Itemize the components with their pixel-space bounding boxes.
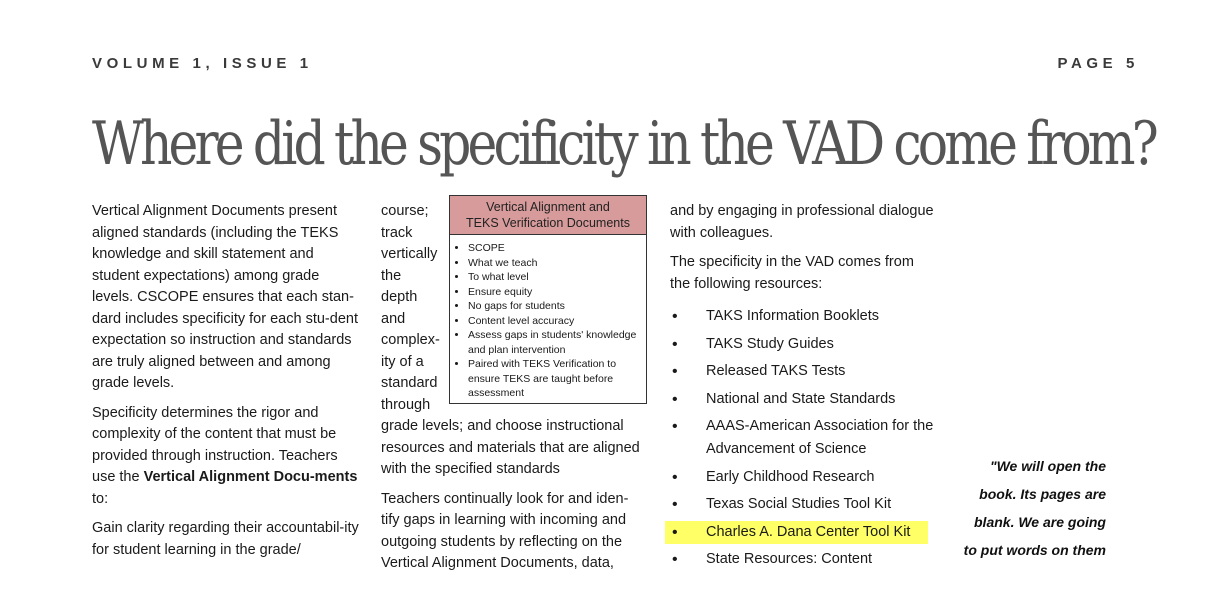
resource-label: State Resources: Content [706, 551, 873, 567]
resource-label: TAKS Study Guides [706, 335, 834, 352]
narrow-line: complex- [381, 332, 440, 348]
highlighted-resource-item [665, 521, 928, 544]
bullet-icon: • [672, 523, 678, 541]
resource-item [670, 548, 935, 571]
resource-label: Charles A. Dana Center Tool Kit [706, 523, 911, 540]
specificity-text: Specificity determines the rigor and complexity of the content that must be provided through instruction. Teachers use the [92, 404, 338, 485]
vad-summary-box [449, 195, 647, 404]
narrow-line: ity of a [381, 353, 424, 370]
box-list [450, 241, 646, 401]
narrow-line: track [381, 224, 413, 241]
resource-item [670, 388, 935, 411]
pull-quote: "We will open the book. Its pages are blank. We are going to put words on them [963, 458, 1106, 558]
intro-paragraph: Vertical Alignment Documents present aligned standards (including the TEKS knowledge and skill statement and student expectations) among grade levels. CSCOPE ensures that each stan-dard includes specificity for each stu-dent expectation so instruction and standards are truly aligned between and among grade levels. [92, 203, 358, 391]
box-title [450, 196, 646, 235]
bullet-icon: • [672, 390, 678, 408]
bullet-icon: • [672, 551, 678, 568]
narrow-line: depth [381, 289, 418, 305]
bullet-icon: • [672, 335, 678, 353]
page-number-header: PAGE 5 [1057, 55, 1139, 72]
resources-intro: The specificity in the VAD comes from the following resources: [670, 254, 914, 292]
clarity-paragraph: Gain clarity regarding their accountabil-ity for student learning in the grade/ [92, 520, 359, 558]
box-list-item: • What we teach [468, 256, 646, 271]
bullet-icon: • [672, 363, 678, 380]
narrow-line: vertically [381, 246, 438, 262]
resource-label: TAKS Information Booklets [706, 308, 880, 324]
resource-label: National and State Standards [706, 390, 896, 407]
column-1 [92, 201, 360, 569]
resource-item [670, 415, 935, 461]
narrow-line: and [381, 310, 406, 327]
bullet-icon: • [672, 468, 678, 486]
box-title-line: TEKS Verification Documents [466, 216, 630, 230]
resource-label: Early Childhood Research [706, 468, 875, 485]
specificity-paragraph [92, 403, 360, 511]
resource-item [670, 333, 935, 356]
specificity-text-end: to: [92, 490, 109, 507]
bullet-icon: • [672, 496, 678, 513]
dialogue-paragraph: and by engaging in professional dialogue with colleagues. [670, 203, 934, 241]
bullet-icon: • [672, 418, 678, 435]
resource-item [670, 466, 935, 489]
box-list-item: • SCOPE [468, 241, 646, 256]
gaps-paragraph: Teachers continually look for and iden-tify gaps in learning with incoming and outgoing students by reflecting on the Vertical Alignment Documents, data, [381, 490, 629, 571]
volume-issue-header: VOLUME 1, ISSUE 1 [92, 55, 313, 72]
resource-item [670, 493, 935, 516]
narrow-line: the [381, 267, 402, 284]
bullet-icon: • [672, 308, 678, 325]
resource-item [670, 305, 935, 328]
box-list-item: • To what level [468, 270, 646, 285]
narrow-line: standard [381, 375, 438, 391]
vad-bold-term: Vertical Alignment Docu-ments [143, 469, 358, 485]
box-list-item: • Ensure equity [468, 285, 646, 300]
article-title: Where did the specificity in the VAD come from? [92, 109, 1155, 179]
box-list-item: • Paired with TEKS Verification to ensure TEKS are taught before assessment [468, 357, 646, 401]
resource-label: Texas Social Studies Tool Kit [706, 496, 892, 512]
resource-list [670, 305, 935, 571]
resource-label: AAAS-American Association for the Advancement of Science [706, 418, 934, 457]
narrow-text-block [381, 201, 445, 416]
column-3 [670, 201, 935, 576]
continued-paragraph: grade levels; and choose instructional resources and materials that are aligned with the specified standards [381, 418, 640, 477]
box-list-item: • No gaps for students [468, 299, 646, 314]
resource-item [670, 360, 935, 383]
box-list-item: • Assess gaps in students' knowledge and plan intervention [468, 328, 646, 357]
narrow-line: through [381, 396, 431, 413]
narrow-line: course; [381, 203, 429, 219]
box-list-item: • Content level accuracy [468, 314, 646, 329]
box-title-line: Vertical Alignment and [486, 200, 610, 214]
resource-label: Released TAKS Tests [706, 363, 846, 379]
